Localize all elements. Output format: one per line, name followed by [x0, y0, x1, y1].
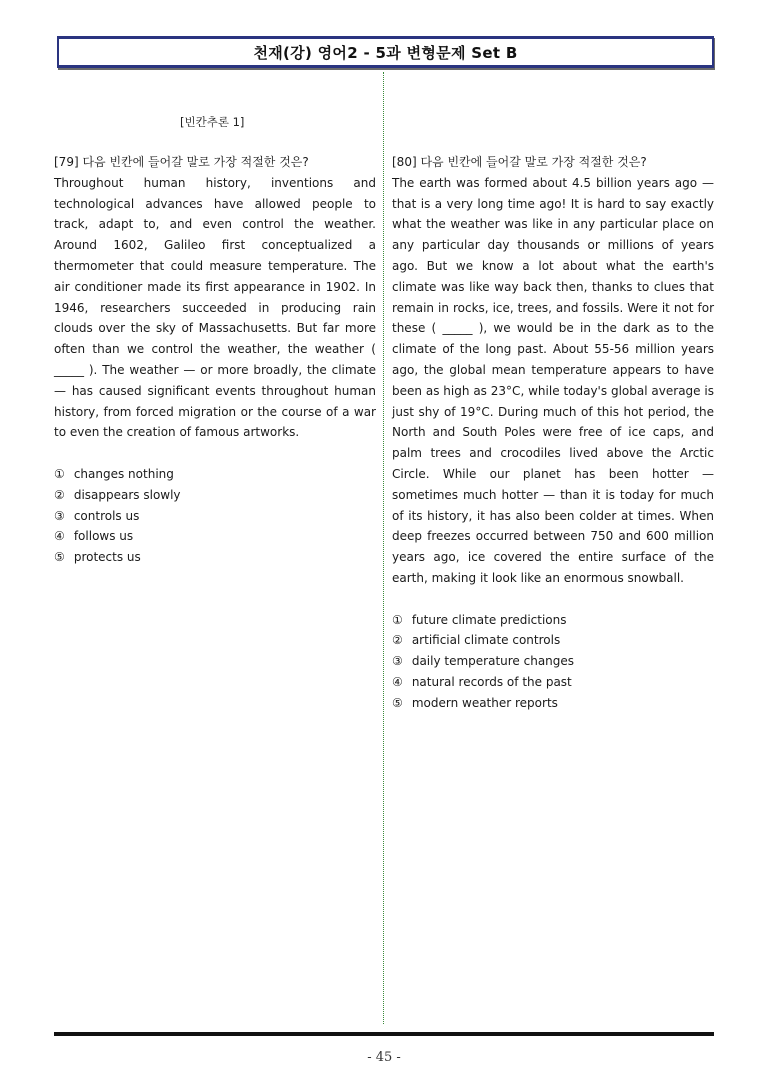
option-number: ② — [392, 633, 403, 648]
question-passage: The earth was formed about 4.5 billion years ago — that is a very long time ago! It is hard to say exactly what the weather was like in any particular place on any particular day thousands or millions of years ago. But we know a lot about what the earth's climate was like way back then, thanks to clues that remain in rocks, ice, trees, and fossils. Were it not for these ( _____ ), we would be in the dark as to the climate of the long past. About 55-56 million years ago, the global mean temperature appears to have been as high as 23°C, while today's global average is just shy of 19°C. During much of this hot period, the North and South Poles were free of ice caps, and palm trees and crocodiles lived above the Arctic Circle. While our planet has been hotter — sometimes much hotter — than it is today for much of its history, it has also been colder at times. When deep freezes occurred between 750 and 600 million years ago, ice covered the entire surface of the earth, making it look like an enormous snowball. — [392, 175, 714, 585]
option-text: natural records of the past — [411, 674, 572, 689]
option-number: ④ — [392, 674, 403, 689]
question-80 — [392, 152, 714, 714]
option-text: changes nothing — [73, 466, 174, 481]
answer-option[interactable] — [392, 630, 714, 651]
option-text: artificial climate controls — [411, 633, 561, 648]
answer-options — [54, 464, 376, 568]
option-text: disappears slowly — [73, 487, 181, 502]
page-title: 천재(강) 영어2 - 5과 변형문제 Set B — [253, 43, 518, 62]
answer-option[interactable] — [392, 610, 714, 631]
option-text: modern weather reports — [411, 695, 558, 710]
answer-option[interactable] — [54, 547, 376, 568]
answer-option[interactable] — [392, 693, 714, 714]
option-number: ③ — [392, 654, 403, 669]
option-number: ④ — [54, 529, 65, 544]
page-header — [57, 36, 714, 68]
option-number: ③ — [54, 508, 65, 523]
option-text: future climate predictions — [411, 612, 567, 627]
question-heading: [79] 다음 빈칸에 들어갈 말로 가장 적절한 것은? — [54, 155, 309, 169]
column-divider — [383, 72, 384, 1024]
question-heading: [80] 다음 빈칸에 들어갈 말로 가장 적절한 것은? — [392, 155, 647, 169]
answer-option[interactable] — [392, 672, 714, 693]
option-number: ① — [392, 612, 403, 627]
answer-options — [392, 610, 714, 714]
option-text: controls us — [73, 508, 140, 523]
option-number: ⑤ — [54, 550, 65, 565]
option-text: daily temperature changes — [411, 654, 575, 669]
option-number: ⑤ — [392, 695, 403, 710]
footer-rule — [54, 1032, 714, 1036]
answer-option[interactable] — [54, 506, 376, 527]
option-number: ① — [54, 466, 65, 481]
option-number: ② — [54, 487, 65, 502]
page-number: - 45 - — [367, 1050, 401, 1065]
question-79 — [54, 152, 376, 568]
option-text: protects us — [73, 550, 141, 565]
answer-option[interactable] — [54, 485, 376, 506]
answer-option[interactable] — [392, 651, 714, 672]
question-passage: Throughout human history, inventions and technological advances have allowed people to track, adapt to, and even control the weather. Around 1602, Galileo first conceptualized a thermometer that could measure temperature. The air conditioner made its first appearance in 1902. In 1946, researchers succeeded in producing rain clouds over the sky of Massachusetts. But far more often than we control the weather, the weather ( _____ ). The weather — or more broadly, the climate — has caused significant events throughout human history, from forced migration or the course of a war to even the creation of famous artworks. — [54, 175, 376, 440]
option-text: follows us — [73, 529, 134, 544]
answer-option[interactable] — [54, 526, 376, 547]
section-label: [빈칸추론 1] — [180, 115, 245, 129]
answer-option[interactable] — [54, 464, 376, 485]
